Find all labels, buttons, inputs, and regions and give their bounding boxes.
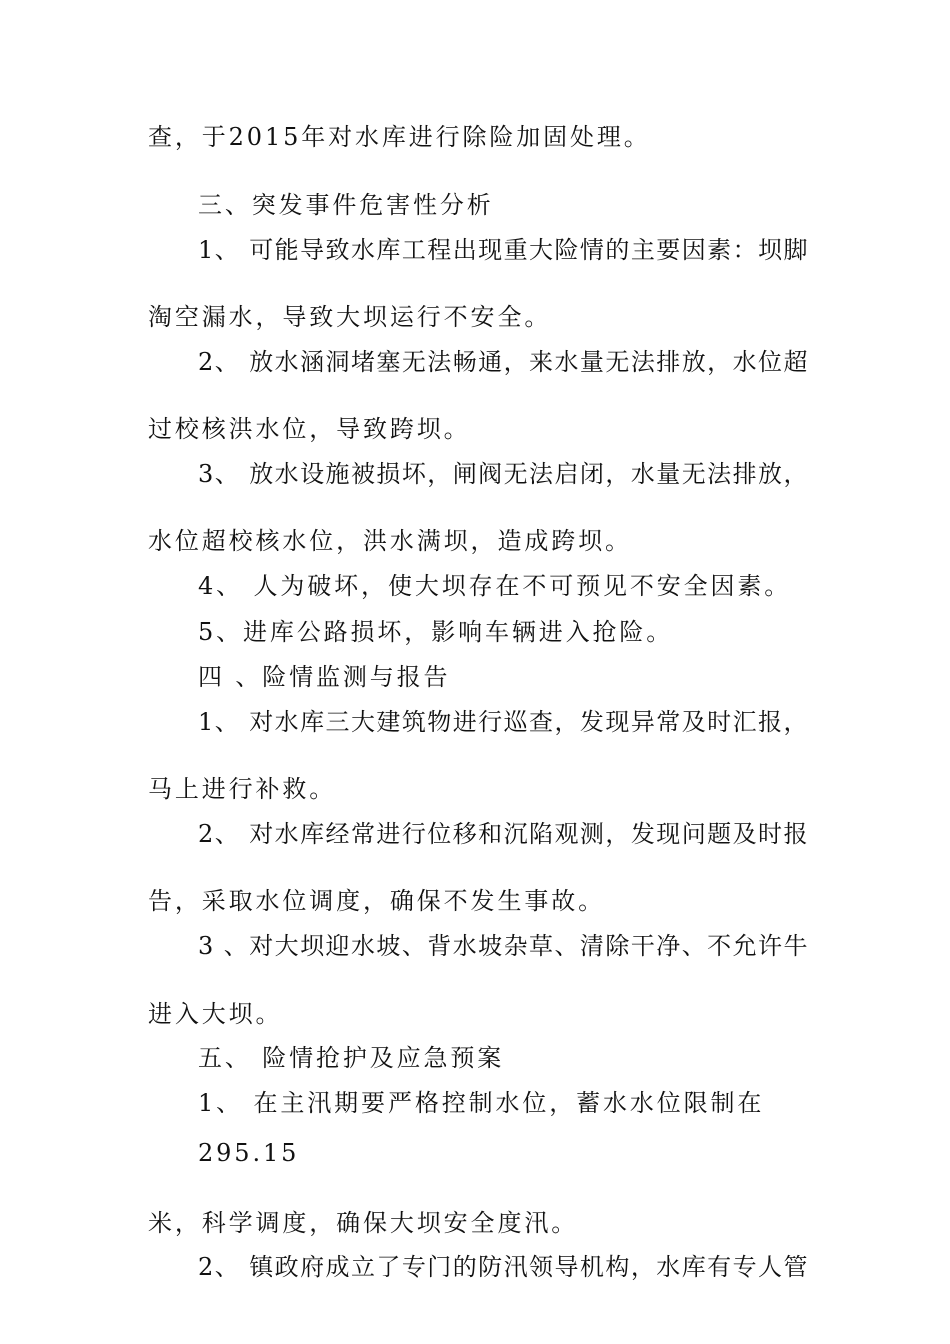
list-item-3-3-continued: 水位超校核水位，洪水满坝，造成跨坝。	[148, 527, 632, 555]
list-item-3-2: 2、 放水涵洞堵塞无法畅通，来水量无法排放，水位超	[198, 348, 809, 376]
list-item-3-4: 4、 人为破坏，使大坝存在不可预见不安全因素。	[198, 572, 792, 600]
list-item-3-1: 1、 可能导致水库工程出现重大险情的主要因素：坝脚	[198, 236, 809, 264]
list-item-5-1: 1、 在主汛期要严格控制水位，蓄水水位限制在	[198, 1089, 765, 1117]
list-item-4-2: 2、 对水库经常进行位移和沉陷观测，发现问题及时报	[198, 820, 809, 848]
text-line-continuation: 查，于2015年对水库进行除险加固处理。	[148, 123, 651, 151]
section-heading-3: 三、突发事件危害性分析	[198, 191, 494, 219]
list-item-3-5: 5、进库公路损坏，影响车辆进入抢险。	[198, 618, 674, 646]
section-heading-4: 四 、险情监测与报告	[198, 663, 451, 691]
list-item-5-1-continued: 米，科学调度，确保大坝安全度汛。	[148, 1209, 579, 1237]
list-item-5-2: 2、 镇政府成立了专门的防汛领导机构，水库有专人管	[198, 1253, 809, 1281]
list-item-4-3-continued: 进入大坝。	[148, 1000, 283, 1028]
list-item-5-1-value: 295.15	[198, 1139, 300, 1167]
list-item-3-1-continued: 淘空漏水，导致大坝运行不安全。	[148, 303, 552, 331]
list-item-4-1-continued: 马上进行补救。	[148, 775, 337, 803]
list-item-4-3: 3 、对大坝迎水坡、背水坡杂草、清除干净、不允许牛	[198, 932, 809, 960]
list-item-4-1: 1、 对水库三大建筑物进行巡查，发现异常及时汇报，	[198, 708, 809, 736]
list-item-3-3: 3、 放水设施被损坏，闸阀无法启闭，水量无法排放，	[198, 460, 809, 488]
list-item-4-2-continued: 告，采取水位调度，确保不发生事故。	[148, 887, 605, 915]
list-item-3-2-continued: 过校核洪水位，导致跨坝。	[148, 415, 471, 443]
section-heading-5: 五、 险情抢护及应急预案	[198, 1044, 505, 1072]
